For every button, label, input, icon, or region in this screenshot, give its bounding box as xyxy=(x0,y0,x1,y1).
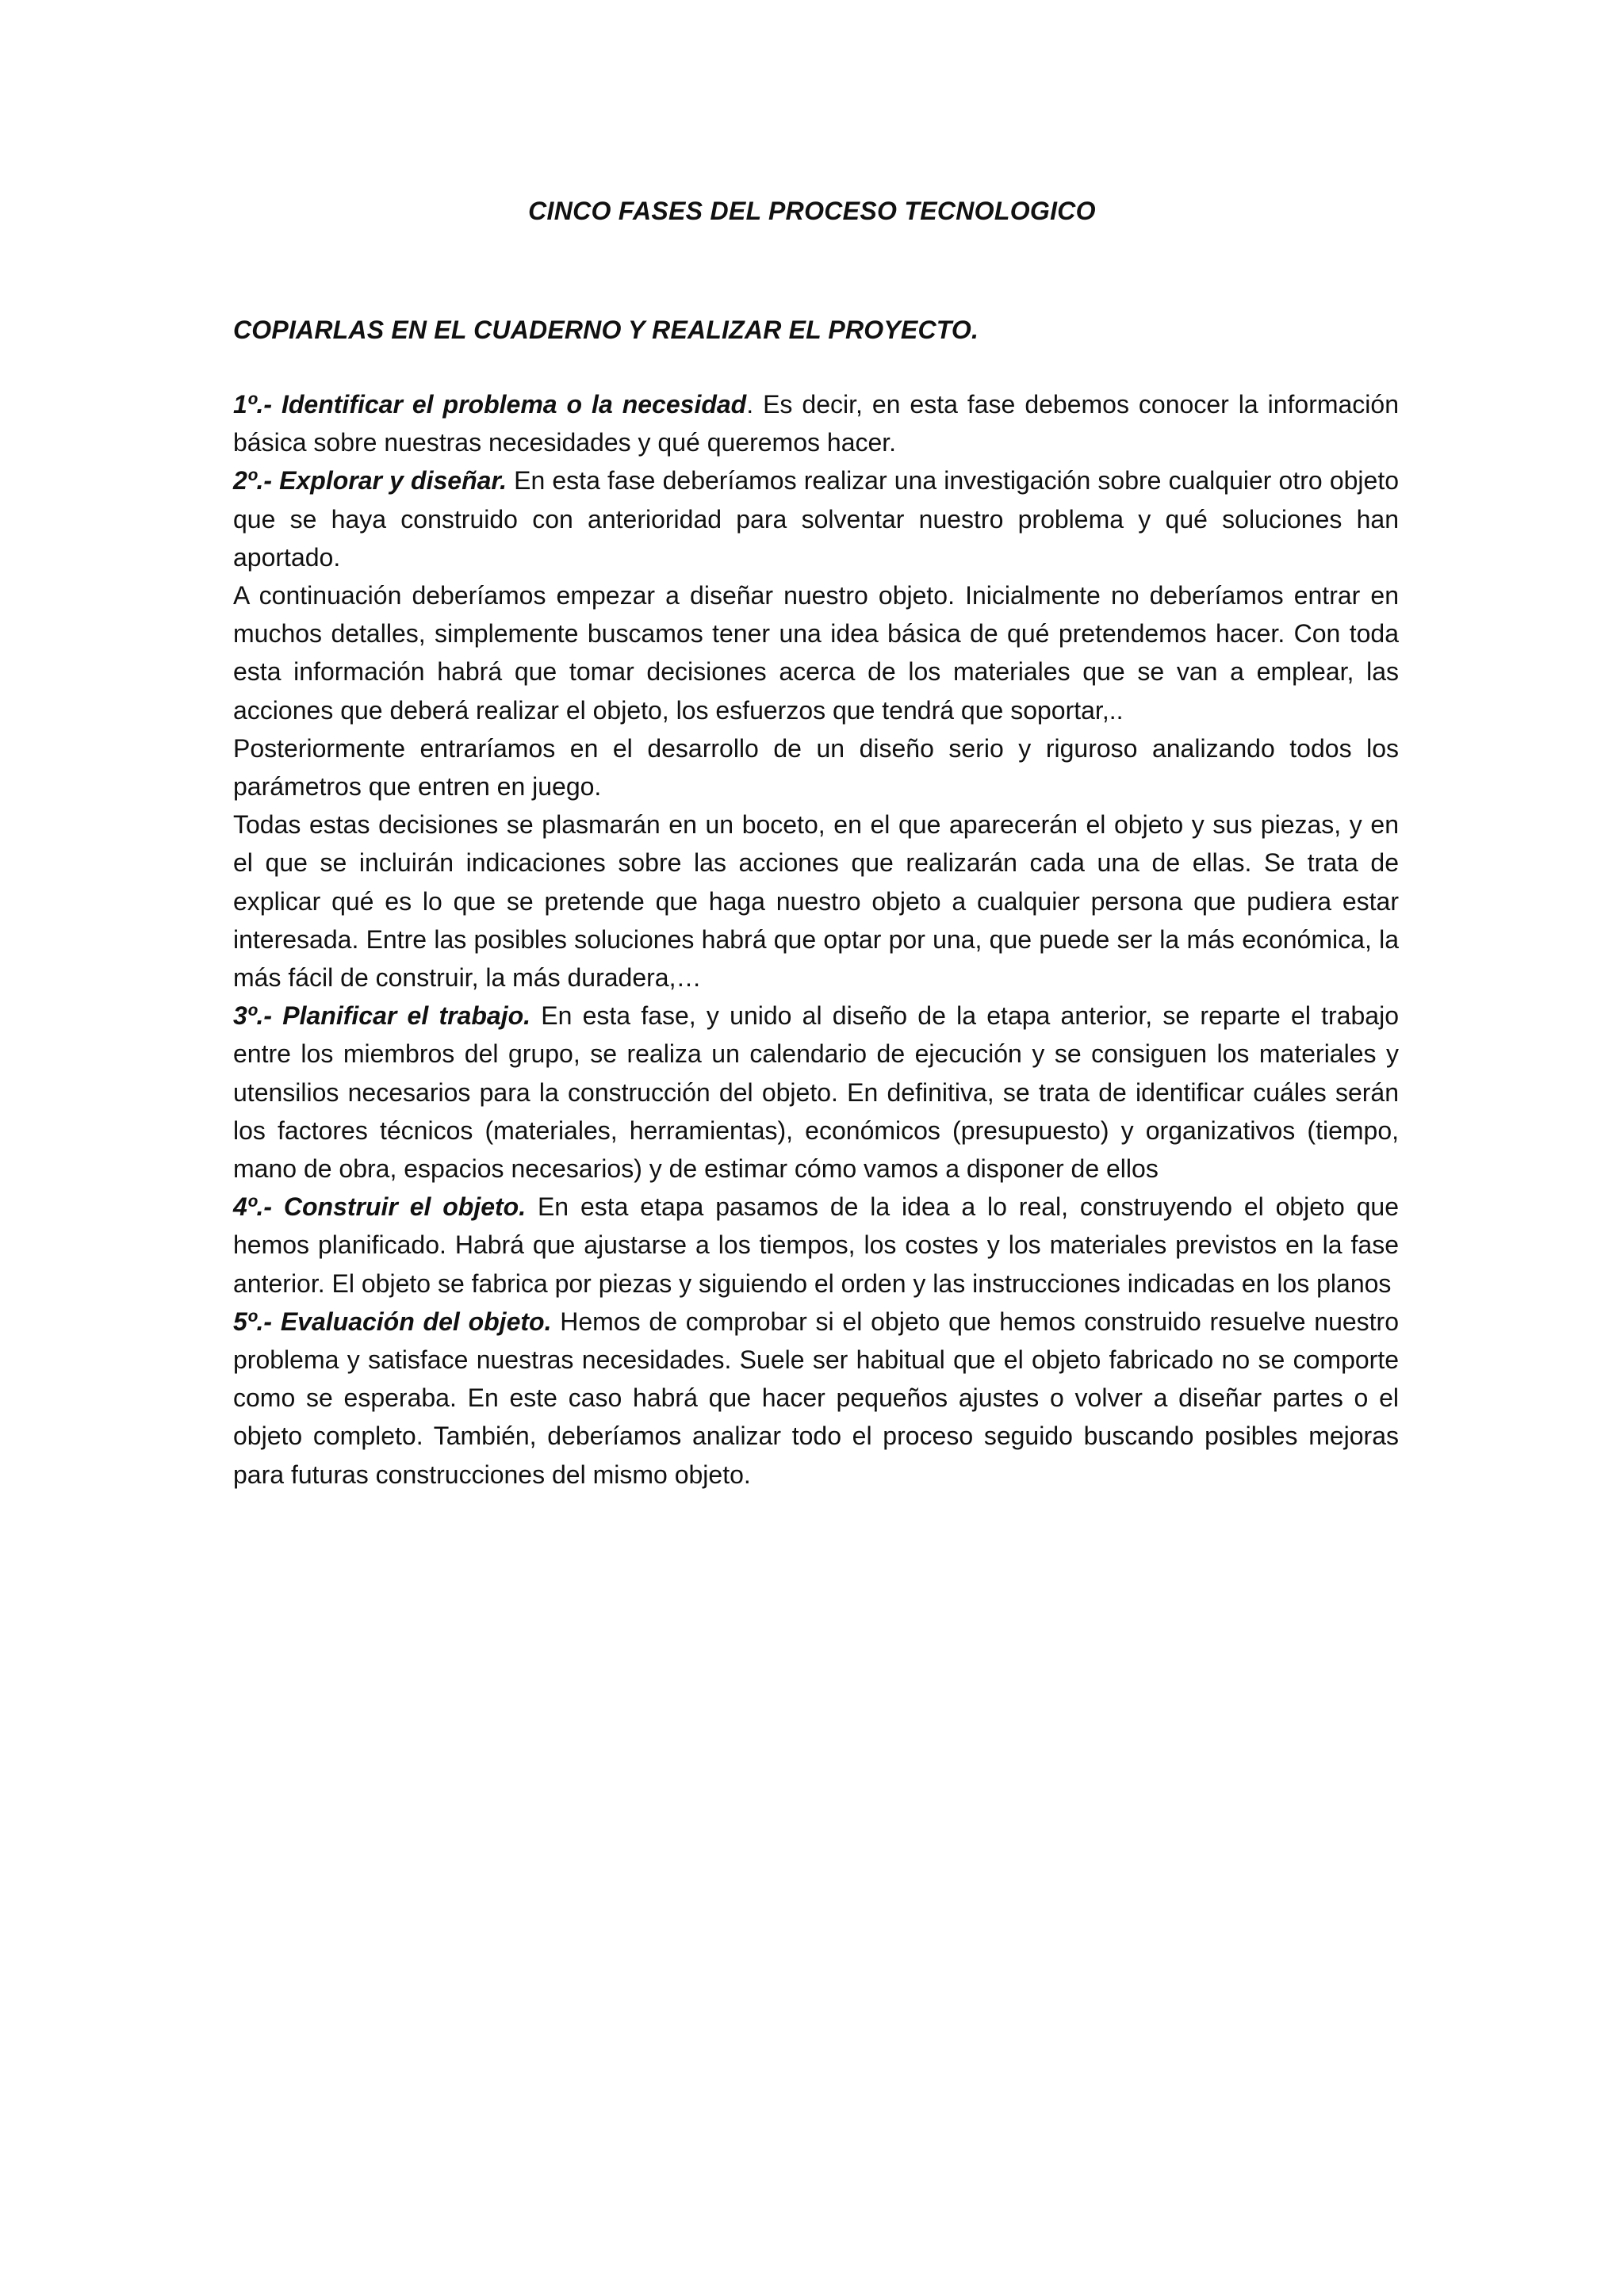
document-body xyxy=(233,385,1399,1494)
phase-2-text: En esta fase deberíamos realizar una investigación sobre cualquier otro objeto que se haya construido con anterioridad para solventar nuestro problema y qué soluciones han aportado. xyxy=(233,466,1399,572)
phase-1-paragraph xyxy=(233,385,1399,461)
phase-3-heading: 3º.- Planificar el trabajo. xyxy=(233,1001,531,1031)
document-title: CINCO FASES DEL PROCESO TECNOLOGICO xyxy=(528,197,1096,225)
phase-5-text: Hemos de comprobar si el objeto que hemos construido resuelve nuestro problema y satisface nuestras necesidades. Suele ser habitual que el objeto fabricado no se comporte como se esperaba. En este caso habrá que hacer pequeños ajustes o volver a diseñar partes o el objeto completo. También, deberíamos analizar todo el proceso seguido buscando posibles mejoras para futuras construcciones del mismo objeto. xyxy=(233,1307,1400,1489)
phase-2-heading: 2º.- Explorar y diseñar. xyxy=(233,466,507,496)
phase-2-paragraph xyxy=(233,461,1399,576)
phase-4-paragraph xyxy=(233,1188,1399,1303)
phase-2-development-paragraph: Posteriormente entraríamos en el desarrollo de un diseño serio y riguroso analizando todos los parámetros que entren en juego. xyxy=(233,733,1399,802)
phase-1-heading-suffix: . xyxy=(746,390,754,419)
phase-2-sketch-paragraph: Todas estas decisiones se plasmarán en un boceto, en el que aparecerán el objeto y sus piezas, y en el que se incluirán indicaciones sobre las acciones que realizarán cada una de ellas. Se trata de explicar qué es lo que se pretende que haga nuestro objeto a cualquier persona que pudiera estar interesada. Entre las posibles soluciones habrá que optar por una, que puede ser la más económica, la más fácil de construir, la más duradera,… xyxy=(233,810,1399,993)
phase-2-design-paragraph: A continuación deberíamos empezar a diseñar nuestro objeto. Inicialmente no deberíamos entrar en muchos detalles, simplemente buscamos tener una idea básica de qué pretendemos hacer. Con toda esta información habrá que tomar decisiones acerca de los materiales que se van a emplear, las acciones que deberá realizar el objeto, los esfuerzos que tendrá que soportar,.. xyxy=(233,581,1399,725)
phase-5-heading: 5º.- Evaluación del objeto. xyxy=(233,1307,552,1336)
phase-3-text: En esta fase, y unido al diseño de la etapa anterior, se reparte el trabajo entre los miembros del grupo, se realiza un calendario de ejecución y se consiguen los materiales y utensilios necesarios para la construcción del objeto. En definitiva, se trata de identificar cuáles serán los factores técnicos (materiales, herramientas), económicos (presupuesto) y organizativos (tiempo, mano de obra, espacios necesarios) y de estimar cómo vamos a disponer de ellos xyxy=(233,1001,1400,1184)
phase-1-heading: 1º.- Identificar el problema o la necesidad xyxy=(233,390,747,419)
phase-5-paragraph xyxy=(233,1303,1399,1494)
phase-3-paragraph xyxy=(233,997,1399,1188)
phase-4-heading: 4º.- Construir el objeto. xyxy=(233,1192,527,1222)
phase-4-text: En esta etapa pasamos de la idea a lo real, construyendo el objeto que hemos planificado. Habrá que ajustarse a los tiempos, los costes y los materiales previstos en la fase anterior. El objeto se fabrica por piezas y siguiendo el orden y las instrucciones indicadas en los planos xyxy=(233,1192,1400,1298)
phase-1-text: Es decir, en esta fase debemos conocer la información básica sobre nuestras necesidades y qué queremos hacer. xyxy=(233,390,1400,457)
document-instruction: COPIARLAS EN EL CUADERNO Y REALIZAR EL PROYECTO. xyxy=(233,316,979,344)
